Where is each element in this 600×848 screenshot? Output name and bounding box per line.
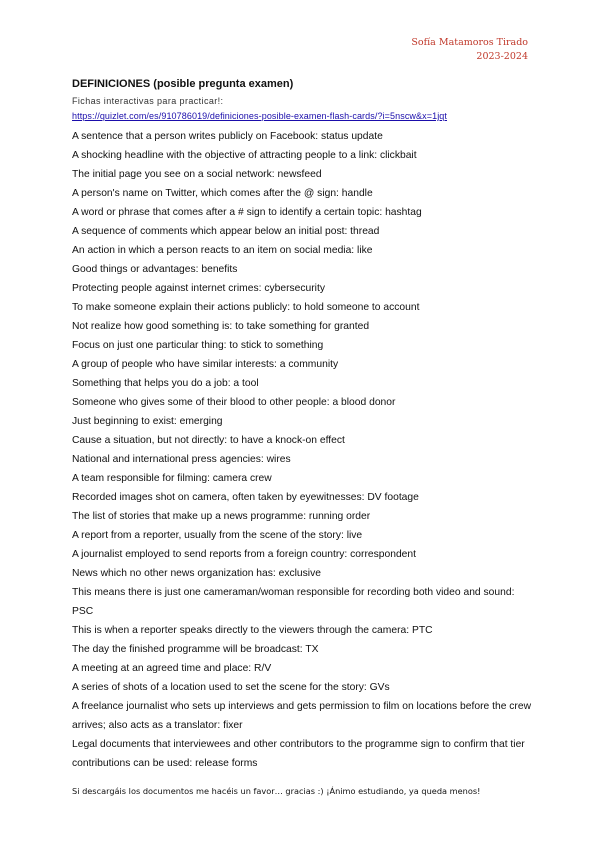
definition-item: Good things or advantages: benefits [72,264,238,275]
definition-item: A journalist employed to send reports from a foreign country: correspondent [72,549,416,560]
definition-item: The list of stories that make up a news programme: running order [72,511,371,522]
definition-item: A meeting at an agreed time and place: R/V [72,663,272,674]
author-name: Sofía Matamoros Tirado [411,37,528,48]
definition-item: Focus on just one particular thing: to stick to something [72,340,324,351]
definition-item: A report from a reporter, usually from the scene of the story: live [72,530,363,541]
definition-item: A sentence that a person writes publicly on Facebook: status update [72,131,383,142]
definition-item: An action in which a person reacts to an item on social media: like [72,245,373,256]
definition-item: A series of shots of a location used to set the scene for the story: GVs [72,682,390,693]
definitions-list [72,127,532,773]
definition-item: A word or phrase that comes after a # sign to identify a certain topic: hashtag [72,207,422,218]
definition-item: Cause a situation, but not directly: to have a knock-on effect [72,435,345,446]
definition-item: A group of people who have similar interests: a community [72,359,339,370]
definition-item: National and international press agencies: wires [72,454,291,465]
definition-item: Something that helps you do a job: a tool [72,378,259,389]
definition-item: A shocking headline with the objective of attracting people to a link: clickbait [72,150,417,161]
definition-item: This is when a reporter speaks directly to the viewers through the camera: PTC [72,625,433,636]
definition-item: A freelance journalist who sets up interviews and gets permission to film on locations before the crew arrives; also acts as a translator: fixer [72,701,532,731]
academic-year: 2023-2024 [476,51,528,62]
definition-item: The initial page you see on a social network: newsfeed [72,169,322,180]
page-header [411,36,528,64]
document-title: DEFINICIONES (posible pregunta examen) [72,78,294,90]
definition-item: News which no other news organization has: exclusive [72,568,321,579]
definition-item: To make someone explain their actions publicly: to hold someone to account [72,302,420,313]
definition-item: A person's name on Twitter, which comes after the @ sign: handle [72,188,373,199]
definition-item: The day the finished programme will be broadcast: TX [72,644,319,655]
footer-note: Si descargáis los documentos me hacéis un favor… gracias :) ¡Ánimo estudiando, ya queda menos! [72,786,481,796]
definition-item: A sequence of comments which appear below an initial post: thread [72,226,380,237]
document-body [72,77,532,773]
definition-item: Someone who gives some of their blood to other people: a blood donor [72,397,396,408]
definition-item: Just beginning to exist: emerging [72,416,223,427]
definition-item: Not realize how good something is: to take something for granted [72,321,370,332]
definition-item: Legal documents that interviewees and other contributors to the programme sign to confirm that tier contributions can be used: release forms [72,739,525,769]
quizlet-link[interactable]: https://quizlet.com/es/910786019/definiciones-posible-examen-flash-cards/?i=5nscw&x=1jqt [72,111,448,121]
definition-item: This means there is just one cameraman/woman responsible for recording both video and sound: PSC [72,587,515,617]
document-subtitle: Fichas interactivas para practicar!: [72,96,224,106]
definition-item: Protecting people against internet crimes: cybersecurity [72,283,325,294]
definition-item: Recorded images shot on camera, often taken by eyewitnesses: DV footage [72,492,419,503]
definition-item: A team responsible for filming: camera crew [72,473,272,484]
